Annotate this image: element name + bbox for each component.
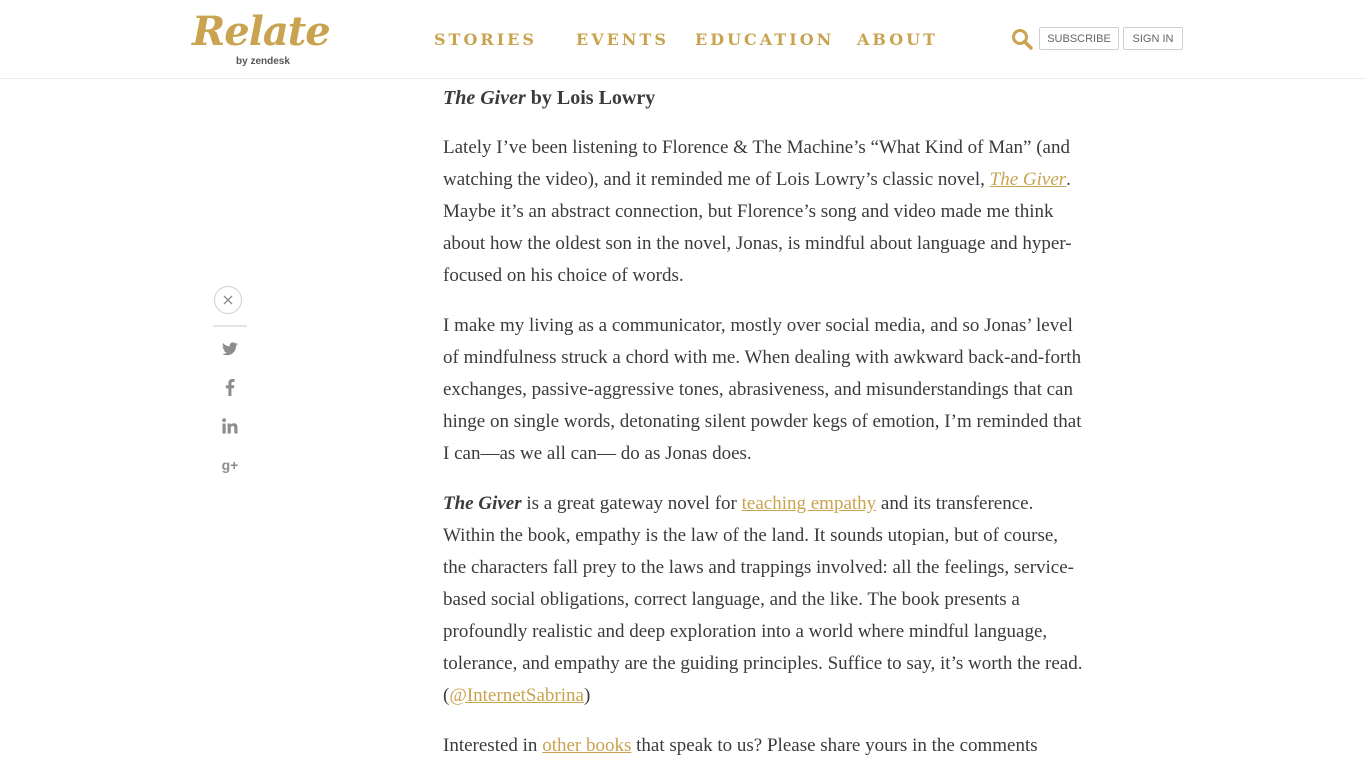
article-body: [443, 82, 1083, 780]
paragraph-1: [443, 132, 1083, 292]
p3-text-b: and its transference. Within the book, empathy is the law of the land. It sounds utopian, but of course, the characters fall prey to the laws and trappings involved: all the feelings, service-based social obligations, correct language, and the like. The book presents a profoundly realistic and deep exploration into a world where mindful language, tolerance, and empathy are the guiding principles. Suffice to say, it’s worth the read. (: [443, 493, 1083, 706]
logo-word: Relate: [192, 8, 330, 55]
google-plus-icon[interactable]: g+: [221, 457, 239, 473]
p1-text-a: Lately I’ve been listening to Florence & The Machine’s “What Kind of Man” (and watching the video), and it reminded me of Lois Lowry’s classic novel,: [443, 137, 1070, 190]
p3-book-title: The Giver: [443, 493, 522, 514]
linkedin-icon[interactable]: [220, 417, 240, 435]
p4-text-a: Interested in: [443, 735, 543, 756]
nav-about[interactable]: ABOUT: [857, 30, 939, 49]
subscribe-button[interactable]: SUBSCRIBE: [1039, 27, 1119, 50]
relate-logo[interactable]: [192, 8, 330, 72]
p4-text-b: that speak to us? Please share yours in the comments: [631, 735, 1038, 756]
facebook-icon[interactable]: [220, 378, 240, 396]
p1-text-b: . Maybe it’s an abstract connection, but Florence’s song and video made me think about how the oldest son in the novel, Jonas, is mindful about language and hyper-focused on his choice of words.: [443, 169, 1072, 286]
p3-text-c: ): [583, 685, 591, 706]
book-byline: by Lois Lowry: [525, 87, 656, 109]
nav-events[interactable]: EVENTS: [576, 30, 669, 49]
nav-stories[interactable]: STORIES: [434, 30, 537, 49]
the-giver-link[interactable]: The Giver: [989, 169, 1067, 190]
close-share-button[interactable]: [214, 286, 242, 314]
paragraph-4: [443, 730, 1083, 762]
site-header: [0, 0, 1366, 79]
search-icon[interactable]: [1011, 28, 1033, 50]
p3-text-a: is a great gateway novel for: [521, 493, 742, 514]
paragraph-2: I make my living as a communicator, mostly over social media, and so Jonas’ level of mindfulness struck a chord with me. When dealing with awkward back-and-forth exchanges, passive-aggressive tones, abrasiveness, and misunderstandings that can hinge on single words, detonating silent powder kegs of emotion, I’m reminded that I can—as we all can— do as Jonas does.: [443, 315, 1082, 464]
logo-subtitle: by zendesk: [236, 56, 290, 67]
other-books-link[interactable]: other books: [542, 735, 632, 756]
teaching-empathy-link[interactable]: teaching empathy: [741, 493, 877, 514]
author-handle-link[interactable]: @InternetSabrina: [449, 685, 584, 706]
sign-in-button[interactable]: SIGN IN: [1123, 27, 1183, 50]
share-divider: [213, 325, 247, 327]
book-title: The Giver: [443, 87, 526, 109]
nav-education[interactable]: EDUCATION: [695, 30, 835, 49]
paragraph-3: [443, 488, 1083, 712]
twitter-icon[interactable]: [220, 340, 240, 358]
close-icon: [223, 295, 233, 305]
book-heading: [443, 82, 1083, 114]
